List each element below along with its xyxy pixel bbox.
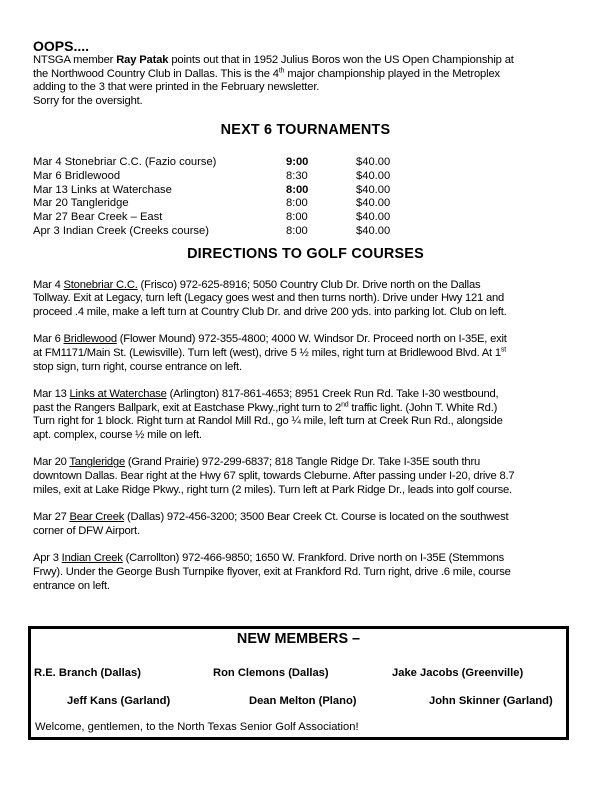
course-name: Stonebriar C.C. bbox=[63, 278, 138, 291]
direction-date: Mar 27 bbox=[33, 511, 70, 524]
tournament-fee: $40.00 bbox=[356, 197, 391, 210]
direction-text: (Arlington) 817-861-4653; 8951 Creek Run Rd. Take I-30 westbound, bbox=[166, 388, 499, 400]
course-name: Bridlewood bbox=[63, 333, 117, 346]
direction-bear-creek bbox=[33, 511, 578, 538]
direction-line: entrance on left. bbox=[33, 579, 110, 592]
member-name: R.E. Branch (Dallas) bbox=[34, 667, 141, 679]
direction-line: stop sign, turn right, course entrance on left. bbox=[33, 360, 242, 373]
tournament-fee: $40.00 bbox=[356, 170, 391, 183]
tournament-row bbox=[33, 197, 390, 211]
member-name: John Skinner (Garland) bbox=[429, 695, 553, 707]
direction-line bbox=[33, 456, 578, 470]
direction-line bbox=[33, 333, 578, 347]
direction-text: (Flower Mound) 972-355-4800; 4000 W. Windsor Dr. Proceed north on I-35E, exit bbox=[116, 333, 507, 346]
tournaments-table bbox=[33, 156, 390, 238]
oops-text: the Northwood Country Club in Dallas. This is the 4 bbox=[33, 67, 279, 80]
welcome-message: Welcome, gentlemen, to the North Texas Senior Golf Association! bbox=[35, 721, 359, 733]
tournament-fee: $40.00 bbox=[356, 211, 391, 224]
oops-line-4: Sorry for the oversight. bbox=[33, 94, 143, 107]
tournament-fee: $40.00 bbox=[356, 224, 391, 237]
direction-text: at FM1171/Main St. (Lewisville). Turn left (west), drive 5 ½ miles, right turn at Bridlewood Blvd. At 1 bbox=[33, 347, 501, 359]
direction-date: Mar 6 bbox=[33, 333, 64, 346]
direction-date: Mar 13 bbox=[33, 388, 70, 400]
direction-line: apt. complex, course ½ mile on left. bbox=[33, 429, 202, 442]
direction-line: miles, exit at Lake Ridge Pkwy., right turn (2 miles). Turn left at Park Ridge Dr., leads into golf course. bbox=[33, 483, 512, 496]
oops-line-3: adding to the 3 that were printed in the February newsletter. bbox=[33, 81, 320, 94]
new-members-title: NEW MEMBERS – bbox=[236, 631, 361, 647]
direction-date: Mar 20 bbox=[33, 456, 70, 469]
tournament-time: 8:30 bbox=[286, 170, 308, 183]
ordinal-suffix: nd bbox=[341, 400, 349, 408]
tournament-row bbox=[33, 156, 390, 170]
oops-text: points out that in 1952 Julius Boros won the US Open Championship at bbox=[168, 54, 514, 66]
direction-date: Apr 3 bbox=[33, 552, 62, 565]
tournament-fee: $40.00 bbox=[356, 183, 391, 196]
course-name: Indian Creek bbox=[61, 552, 123, 565]
tournament-event: Mar 20 Tangleridge bbox=[33, 197, 129, 210]
direction-bridlewood bbox=[33, 333, 578, 374]
course-name: Links at Waterchase bbox=[69, 388, 167, 400]
course-name: Tangleridge bbox=[69, 456, 125, 469]
tournament-event: Mar 27 Bear Creek – East bbox=[33, 211, 163, 224]
tournament-event: Mar 13 Links at Waterchase bbox=[33, 183, 172, 196]
direction-indian-creek bbox=[33, 552, 578, 593]
oops-line-1 bbox=[33, 54, 578, 68]
tournament-row bbox=[33, 225, 390, 239]
direction-line: Frwy). Under the George Bush Turnpike flyover, exit at Frankford Rd. Turn right, drive .6 mile, course bbox=[33, 565, 511, 578]
tournament-row bbox=[33, 170, 390, 184]
direction-line bbox=[33, 388, 578, 402]
direction-line: corner of DFW Airport. bbox=[33, 524, 140, 537]
direction-line: Turn right for 1 block. Right turn at Randol Mill Rd., go ¼ mile, left turn at Creek Run Rd., alongside bbox=[33, 415, 503, 428]
direction-line bbox=[33, 279, 578, 293]
directions-title: DIRECTIONS TO GOLF COURSES bbox=[187, 245, 424, 262]
tournament-time: 8:00 bbox=[286, 224, 308, 237]
tournament-time: 8:00 bbox=[286, 183, 309, 196]
oops-line-2 bbox=[33, 68, 578, 82]
direction-line bbox=[33, 402, 578, 416]
tournament-fee: $40.00 bbox=[356, 156, 391, 169]
newsletter-page bbox=[33, 38, 578, 607]
oops-text: major championship played in the Metroplex bbox=[284, 67, 500, 80]
direction-text: traffic light. (John T. White Rd.) bbox=[348, 401, 498, 414]
directions-list bbox=[33, 279, 578, 594]
direction-line bbox=[33, 552, 578, 566]
tournament-time: 8:00 bbox=[286, 197, 308, 210]
tournament-row bbox=[33, 184, 390, 198]
tournament-event: Mar 4 Stonebriar C.C. (Fazio course) bbox=[33, 156, 217, 169]
new-members-box bbox=[28, 626, 569, 740]
member-name: Jeff Kans (Garland) bbox=[67, 695, 171, 707]
ordinal-suffix: st bbox=[500, 346, 506, 354]
oops-paragraph bbox=[33, 54, 578, 108]
oops-title: OOPS.... bbox=[33, 38, 90, 54]
direction-waterchase bbox=[33, 388, 578, 443]
direction-text: (Dallas) 972-456-3200; 3500 Bear Creek Ct. Course is located on the southwest bbox=[124, 511, 509, 524]
oops-section bbox=[33, 38, 578, 108]
direction-text: (Frisco) 972-625-8916; 5050 Country Club Dr. Drive north on the Dallas bbox=[137, 278, 481, 291]
direction-text: (Carrollton) 972-466-9850; 1650 W. Frankford. Drive north on I-35E (Stemmons bbox=[122, 552, 505, 565]
tournament-row bbox=[33, 211, 390, 225]
direction-line: proceed .4 mile, make a left turn at Country Club Dr. and drive 200 yds. into parking lot. Club on left. bbox=[33, 306, 507, 318]
tournament-time: 8:00 bbox=[286, 211, 308, 224]
direction-text: (Grand Prairie) 972-299-6837; 818 Tangle Ridge Dr. Take I-35E south thru bbox=[124, 456, 480, 469]
member-name: Ron Clemons (Dallas) bbox=[213, 667, 329, 679]
course-name: Bear Creek bbox=[69, 511, 125, 524]
direction-line: Tollway. Exit at Legacy, turn left (Legacy goes west and then turns north). Drive under Hwy 121 and bbox=[33, 292, 505, 305]
ordinal-suffix: th bbox=[278, 66, 285, 74]
direction-line bbox=[33, 511, 578, 525]
direction-line bbox=[33, 347, 578, 361]
tournament-time: 9:00 bbox=[286, 156, 309, 169]
direction-line: downtown Dallas. Bear right at the Hwy 67 split, towards Cleburne. After passing under I-20, drive 8.7 bbox=[33, 470, 515, 483]
direction-tangleridge bbox=[33, 456, 578, 497]
tournament-event: Apr 3 Indian Creek (Creeks course) bbox=[33, 224, 209, 237]
oops-text: NTSGA member bbox=[33, 54, 117, 66]
member-name: Dean Melton (Plano) bbox=[249, 695, 357, 707]
tournaments-title: NEXT 6 TOURNAMENTS bbox=[220, 122, 391, 139]
direction-stonebriar bbox=[33, 279, 578, 320]
tournament-event: Mar 6 Bridlewood bbox=[33, 170, 121, 183]
direction-text: past the Rangers Ballpark, exit at Eastchase Pkwy.,right turn to 2 bbox=[33, 401, 342, 414]
member-name: Jake Jacobs (Greenville) bbox=[392, 667, 524, 679]
member-name: Ray Patak bbox=[116, 54, 169, 66]
direction-date: Mar 4 bbox=[33, 278, 64, 291]
